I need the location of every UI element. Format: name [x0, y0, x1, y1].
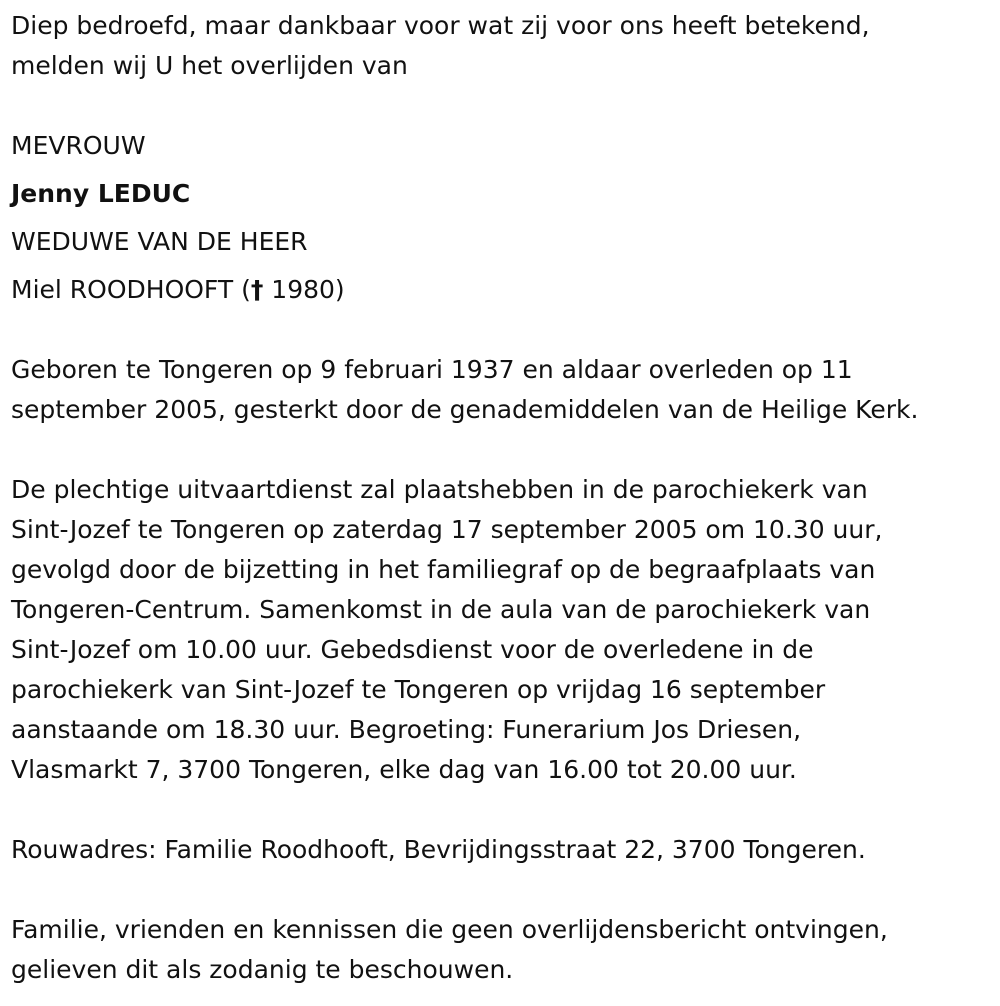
birth-death-line-2: september 2005, gesterkt door de genademiddelen van de Heilige Kerk.	[11, 395, 919, 424]
closing-line-1: Familie, vrienden en kennissen die geen overlijdensbericht ontvingen,	[11, 915, 888, 944]
funeral-line-3: gevolgd door de bijzetting in het familiegraf op de begraafplaats van	[11, 555, 876, 584]
cross-icon: †	[250, 275, 264, 304]
spouse-name: Miel ROODHOOFT (	[11, 275, 251, 304]
deceased-name: Jenny LEDUC	[11, 179, 191, 208]
spouse-death-year: 1980)	[271, 275, 345, 304]
intro-line-1: Diep bedroefd, maar dankbaar voor wat zij voor ons heeft betekend,	[11, 11, 870, 40]
intro-line-2: melden wij U het overlijden van	[11, 51, 408, 80]
funeral-line-2: Sint-Jozef te Tongeren op zaterdag 17 september 2005 om 10.30 uur,	[11, 515, 883, 544]
funeral-line-4: Tongeren-Centrum. Samenkomst in de aula van de parochiekerk van	[11, 595, 871, 624]
deceased-status: WEDUWE VAN DE HEER	[11, 227, 308, 256]
mourning-address: Rouwadres: Familie Roodhooft, Bevrijdingsstraat 22, 3700 Tongeren.	[11, 835, 866, 864]
spouse-line	[11, 270, 345, 310]
funeral-line-8: Vlasmarkt 7, 3700 Tongeren, elke dag van 16.00 tot 20.00 uur.	[11, 755, 797, 784]
deceased-title: MEVROUW	[11, 131, 146, 160]
funeral-line-6: parochiekerk van Sint-Jozef te Tongeren op vrijdag 16 september	[11, 675, 826, 704]
funeral-line-5: Sint-Jozef om 10.00 uur. Gebedsdienst voor de overledene in de	[11, 635, 814, 664]
funeral-line-1: De plechtige uitvaartdienst zal plaatshebben in de parochiekerk van	[11, 475, 868, 504]
closing-line-2: gelieven dit als zodanig te beschouwen.	[11, 955, 514, 984]
birth-death-line-1: Geboren te Tongeren op 9 februari 1937 en aldaar overleden op 11	[11, 355, 853, 384]
funeral-line-7: aanstaande om 18.30 uur. Begroeting: Funerarium Jos Driesen,	[11, 715, 802, 744]
